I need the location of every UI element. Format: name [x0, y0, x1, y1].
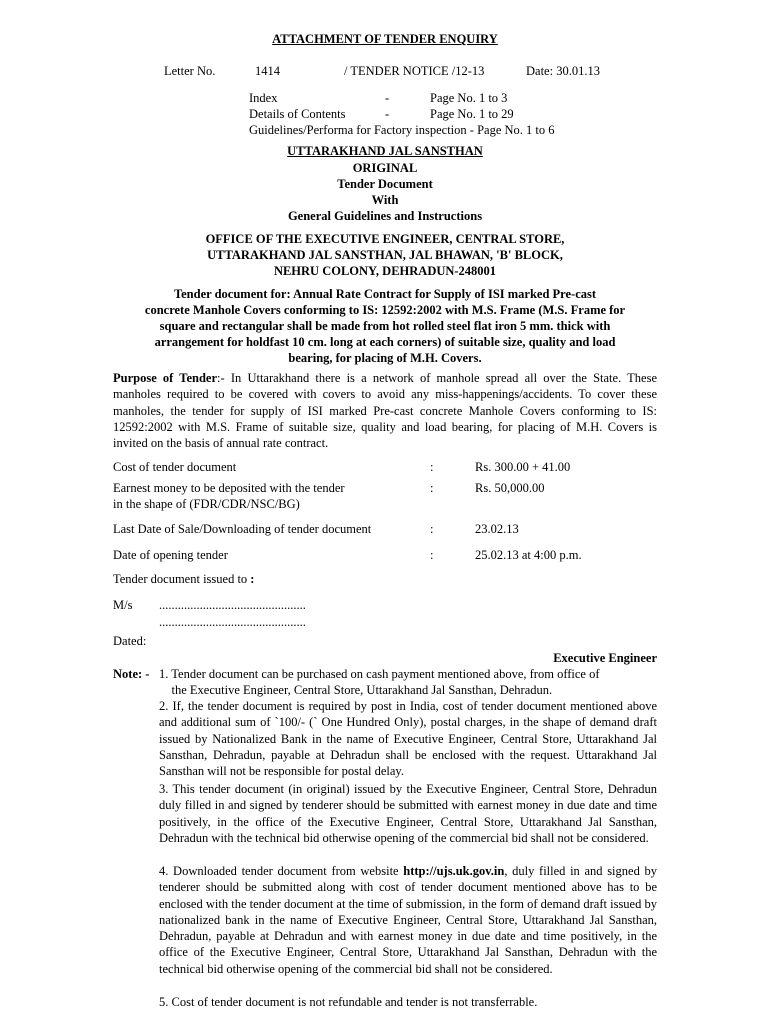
detail-opening-colon: :	[430, 548, 434, 562]
note-item-4	[159, 863, 657, 977]
note-item-1	[159, 666, 657, 699]
tender-for-line-5: bearing, for placing of M.H. Covers.	[288, 351, 482, 365]
note-4-post: , duly filled in and signed by tenderer should be submitted along with cost of tender document mentioned above has to be enclosed with the tender document at the time of submission, in the form of demand draft issued by nationalized bank in the name of Executive Engineer, Central Store, Uttarakhand Jal Sansthan, Dehradun, payable at Dehradun and with earnest money in due date and time positively, in the office of the Executive Engineer, Central Store, Uttarakhand Jal Sansthan, Dehradun with the technical bid otherwise opening of the commercial bid shall not be considered.	[159, 864, 657, 976]
detail-earnest-colon: :	[430, 481, 434, 495]
tender-for-line-3: square and rectangular shall be made from hot rolled steel flat iron 5 mm. thick with	[159, 319, 611, 333]
issued-to-colon: :	[250, 572, 255, 586]
tender-notice: / TENDER NOTICE /12-13	[344, 64, 485, 78]
with-label: With	[371, 193, 399, 207]
website-link[interactable]: http://ujs.uk.gov.in	[403, 864, 505, 878]
guidelines-title: General Guidelines and Instructions	[287, 209, 483, 223]
note-item-2: 2. If, the tender document is required by post in India, cost of tender document mentioned above and additional sum of `100/- (` One Hundred Only), postal charges, in the shape of demand draft issued by Nationalized Bank in the name of Executive Engineer, Central Store, Uttarakhand Jal Sansthan, Dehradun, payable at Dehradun shall be enclosed with the request. Uttarakhand Jal Sansthan will not be responsible for postal delay.	[159, 699, 657, 779]
note-item-5: 5. Cost of tender document is not refundable and tender is not transferrable.	[159, 995, 538, 1009]
detail-lastdate-value: 23.02.13	[475, 522, 519, 536]
detail-earnest-value: Rs. 50,000.00	[475, 481, 545, 495]
ms-dots-1: ...............................................	[159, 598, 306, 612]
tender-for-line-4: arrangement for holdfast 10 cm. long at each corners) of suitable size, quality and load	[154, 335, 616, 349]
detail-opening-label: Date of opening tender	[113, 548, 228, 562]
issued-to-line	[113, 571, 254, 587]
contents-pages: Page No. 1 to 29	[430, 107, 514, 121]
original-label: ORIGINAL	[352, 161, 418, 175]
purpose-paragraph	[113, 370, 657, 451]
detail-cost-colon: :	[430, 460, 434, 474]
note-1-line-1: 1. Tender document can be purchased on cash payment mentioned above, from office of	[159, 667, 600, 681]
detail-earnest-label: Earnest money to be deposited with the tender	[113, 481, 345, 495]
detail-opening-value: 25.02.13 at 4:00 p.m.	[475, 548, 582, 562]
index-label: Index	[249, 91, 278, 105]
ms-label: M/s	[113, 598, 133, 612]
contents-label: Details of Contents	[249, 107, 346, 121]
note-label: Note: -	[113, 667, 150, 681]
issued-to-label: Tender document issued to	[113, 572, 251, 586]
ms-dots-2: ...............................................	[159, 615, 306, 629]
contents-sep: -	[385, 107, 390, 121]
note-1-line-2: the Executive Engineer, Central Store, Uttarakhand Jal Sansthan, Dehradun.	[159, 683, 553, 698]
purpose-label: Purpose of Tender	[113, 371, 218, 385]
tender-for-line-1: Tender document for: Annual Rate Contract for Supply of ISI marked Pre-cast	[173, 287, 597, 301]
detail-earnest-label-2: in the shape of (FDR/CDR/NSC/BG)	[113, 497, 300, 511]
detail-cost-label: Cost of tender document	[113, 460, 237, 474]
letter-label: Letter No.	[164, 64, 216, 78]
letter-number: 1414	[255, 64, 280, 78]
detail-lastdate-label: Last Date of Sale/Downloading of tender document	[113, 522, 372, 536]
office-line-2: UTTARAKHAND JAL SANSTHAN, JAL BHAWAN, 'B' BLOCK,	[207, 248, 563, 262]
org-title: UTTARAKHAND JAL SANSTHAN	[287, 144, 483, 158]
letter-date: Date: 30.01.13	[526, 64, 600, 78]
detail-cost-value: Rs. 300.00 + 41.00	[475, 460, 571, 474]
dated-label: Dated:	[113, 634, 147, 648]
guidelines-line: Guidelines/Performa for Factory inspection - Page No. 1 to 6	[249, 123, 555, 137]
detail-lastdate-colon: :	[430, 522, 434, 536]
attachment-title: ATTACHMENT OF TENDER ENQUIRY	[272, 32, 498, 46]
index-pages: Page No. 1 to 3	[430, 91, 508, 105]
index-sep: -	[385, 91, 390, 105]
note-4-pre: 4. Downloaded tender document from website	[159, 864, 404, 878]
office-line-1: OFFICE OF THE EXECUTIVE ENGINEER, CENTRAL STORE,	[205, 232, 565, 246]
tender-for-line-2: concrete Manhole Covers conforming to IS: 12592:2002 with M.S. Frame (M.S. Frame for	[144, 303, 626, 317]
note-item-3: 3. This tender document (in original) issued by the Executive Engineer, Central Store, Dehradun duly filled in and signed by tenderer should be submitted with earnest money in due date and time positively, in the office of the Executive Engineer, Central Store, Uttarakhand Jal Sansthan, Dehradun with the technical bid otherwise opening of the commercial bid shall not be considered.	[159, 782, 657, 845]
purpose-text: :- In Uttarakhand there is a network of manhole spread all over the State. These manholes required to be covered with covers to avoid any miss-happenings/accidents. To cover these manholes, the tender for supply of ISI marked Pre-cast concrete Manhole Covers conforming to IS: 12592:2002 with M.S. Frame of suitable size, quality and load bearing, for placing of M.H. Covers is invited on the basis of annual rate contract.	[113, 371, 657, 451]
office-line-3: NEHRU COLONY, DEHRADUN-248001	[273, 264, 497, 278]
signature-title: Executive Engineer	[553, 651, 657, 665]
tender-document-label: Tender Document	[337, 177, 433, 191]
